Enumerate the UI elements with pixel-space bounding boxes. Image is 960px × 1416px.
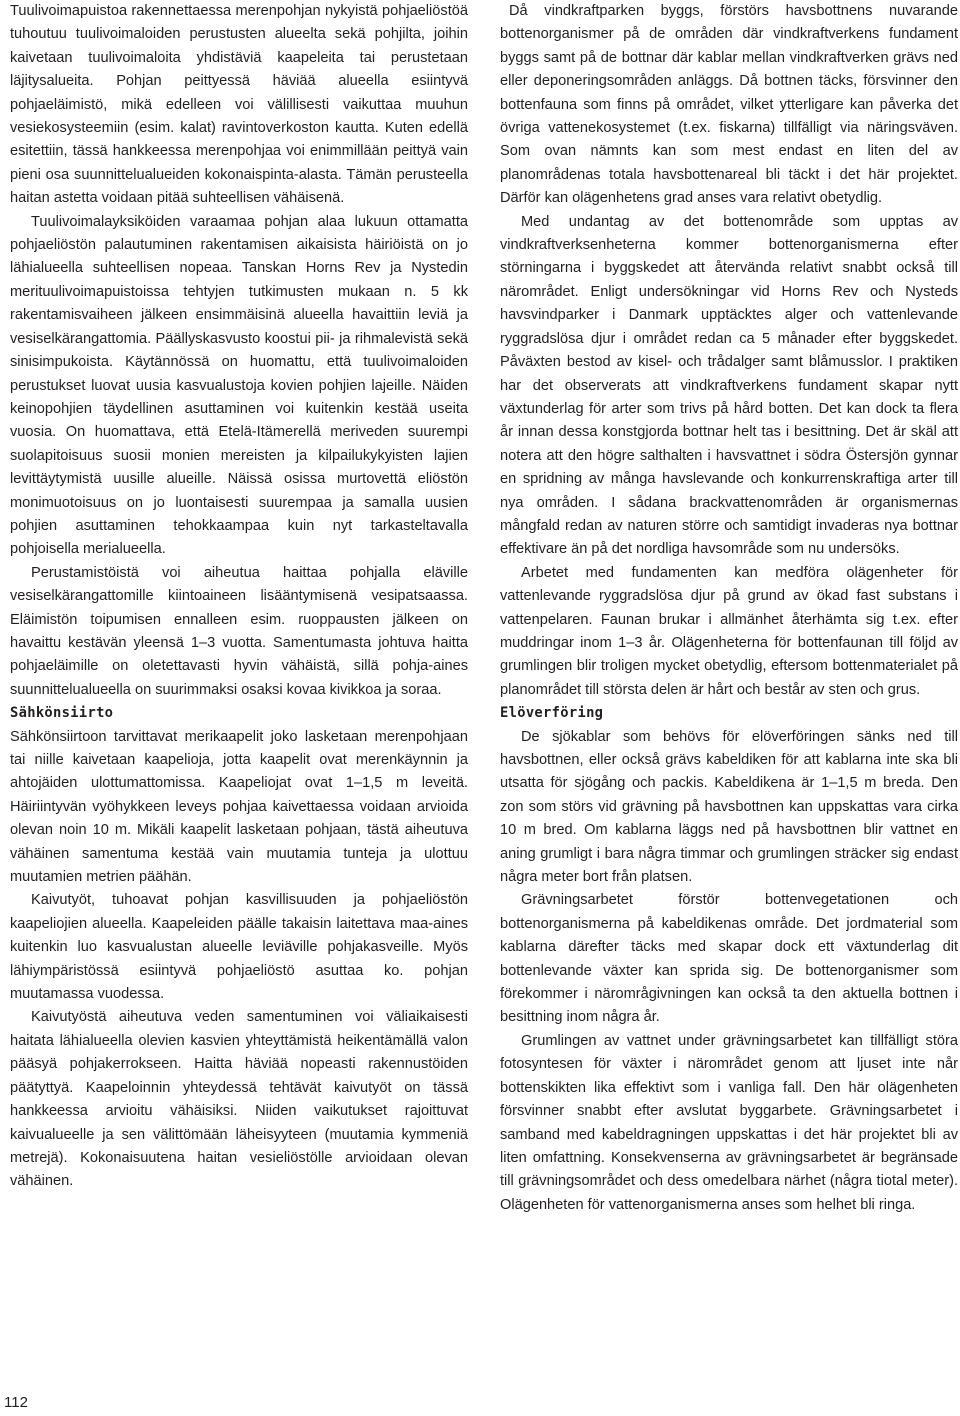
fi-paragraph-6: Kaivutyöstä aiheutuva veden samentuminen voi väliaikaisesti haitata lähialueella olevien kasvien yhteyttämistä heikentämällä valon pääsyä pohjakerrokseen. Haitta häviää nopeasti rakennustöiden päätyttyä. Kaapeloinnin yhteydessä tehtävät kaivutyöt on tässä hankkeessa arvioitu vähäisiksi. Niiden vaikutukset rajoittuvat kaivualueelle ja sen välittömään läheisyyteen (muutamia kymmeniä metrejä). Kokonaisuutena haitan vesieliöstölle arvioidaan olevan vähäinen.	[10, 1009, 468, 1190]
sv-paragraph-6: Grumlingen av vattnet under grävningsarbetet kan tillfälligt störa fotosyntesen för växter i närområdet genom att ljuset inte når bottenskikten lika effektivt som i vanliga fall. Den här olägenheten försvinner snabbt efter avslutat byggarbete. Grävningsarbetet i samband med kabeldragningen uppskattas i det här projektet bli av liten omfattning. Konsekvenserna av grävningsarbetet är begränsade till grävningsområdet och dess omedelbara närhet (några tiotal meter). Olägenheten för vattenorganismerna anses som helhet bli ringa.	[500, 1032, 958, 1213]
fi-paragraph-3: Perustamistöistä voi aiheutua haittaa pohjalla eläville vesiselkärangattomille kiintoaineen lisääntymisenä vesipatsaassa. Eläimistön toipumisen ennalleen esim. ruoppausten jälkeen on havaittu kestävän yleensä 1–3 vuotta. Samentumasta johtuva haitta pohjaeläimille on oletettavasti hyvin vähäistä, sillä pohja-aines suunnittelualueella on suurimmaksi osaksi kovaa kivikkoa ja soraa.	[10, 564, 468, 698]
fi-paragraph-4: Sähkönsiirtoon tarvittavat merikaapelit joko lasketaan merenpohjaan tai niille kaivetaan kaapelioja, jotta kaapelit ovat merenkäynnin ja ahtojäiden ulottumattomissa. Kaapeliojat ovat 1–1,5 m leveitä. Häiriintyvän vyöhykkeen leveys pohjaa kaivettaessa voidaan arvioida olevan noin 10 m. Mikäli kaapelit lasketaan pohjaan, tästä aiheutuva vähäinen samentuma kestää vain muutamia tunteja ja ulottuu muutamien metrien päähän.	[10, 728, 468, 886]
sv-paragraph-4: De sjökablar som behövs för elöverföringen sänks ned till havsbottnen, eller också grävs kabeldiken för att kablarna inte ska bli utsatta för sjögång och packis. Kabeldikena är 1–1,5 m breda. Den zon som störs vid grävning på havsbottnen kan uppskattas vara cirka 10 m bred. Om kablarna läggs ned på havsbottnen blir vattnet en aning grumligt i bara några timmar och grumlingen sträcker sig endast några meter bort från platsen.	[500, 728, 958, 886]
fi-paragraph-5: Kaivutyöt, tuhoavat pohjan kasvillisuuden ja pohjaeliöstön kaapeliojien alueella. Kaapeleiden päälle takaisin laitettava maa-aines kuitenkin luo kasvualustan alueelle leviäville pohjakasveille. Myös lähiympäristössä esiintyvä pohjaeliöstö asuttaa ko. pohjan muutamassa vuodessa.	[10, 892, 468, 1003]
finnish-column	[10, 0, 468, 1194]
fi-paragraph-2: Tuulivoimalayksiköiden varaamaa pohjan alaa lukuun ottamatta pohjaeliöstön palautuminen rakentamisen aikaisista häiriöistä on jo lähialueella suhteellisen nopeaa. Tanskan Horns Rev ja Nystedin merituulivoimapuistoissa tehtyjen tutkimusten mukaan n. 5 kk rakentamisvaiheen jälkeen ensimmäisinä alueella havaittiin leviä ja vesiselkärangattomia. Päällyskasvusto koostui pii- ja rihmalevistä sekä sinisimpukoista. Käytännössä on huomattu, että tuulivoimaloiden perustukset luovat uusia kasvualustoja kovien pohjien lajeille. Näiden keinopohjien täydellinen asuttaminen voi kuitenkin kestää useita vuosia. On huomattava, että Etelä-Itämerellä meriveden suurempi suolapitoisuus suosii monien mereisten ja kilpailukykyisten lajien levittäytymistä uusille alueille. Näissä osissa murtovettä eliöstön monimuotoisuus on jo luontaisesti suurempaa ja samalla uusien pohjien asuttaminen tehokkaampaa kuin nyt tarkasteltavalla pohjoisella merialueella.	[10, 213, 468, 558]
sv-paragraph-2: Med undantag av det bottenområde som upptas av vindkraftverksenheterna kommer bottenorganismerna efter störningarna i byggskedet att återvända relativt snabbt också till närområdet. Enligt undersökningar vid Horns Rev och Nysteds havsvindparker i Danmark upptäcktes alger och vattenlevande ryggradslösa djur i området redan ca 5 månader efter byggskedet. Påväxten bestod av kisel- och trådalger samt blåmusslor. I praktiken har det observerats att vindkraftverkens fundament skapar nytt växtunderlag för arter som trivs på hård botten. Det kan dock ta flera år innan dessa konstgjorda bottnar helt tas i besittning. Det är skäl att notera att den högre salthalten i havsvattnet i södra Östersjön gynnar en spridning av många havslevande och konkurrenskraftiga arter till nya områden. I sådana brackvattenområden är organismernas mångfald redan av naturen större och samtidigt invaderas nya bottnar effektivare än på det nordliga havsområde som nu undersöks.	[500, 213, 958, 558]
sv-paragraph-1: Då vindkraftparken byggs, förstörs havsbottnens nuvarande bottenorganismer på de områden där vindkraftverkens fundament byggs samt på de bottnar där kablar mellan vindkraftverken grävs ned eller deponeringsområden anläggs. Då bottnen täcks, försvinner den bottenfauna som finns på området, vilket ytterligare kan påverka det övriga vattenekosystemet (t.ex. fiskarna) tillfälligt via näringsväven. Som ovan nämnts kan som mest endast en liten del av planområdenas totala havsbottenareal bli täckt i det här projektet. Därför kan olägenhetens grad anses vara relativt obetydlig.	[500, 3, 958, 207]
sv-paragraph-5: Grävningsarbetet förstör bottenvegetationen och bottenorganismerna på kabeldikenas område. Det jordmaterial som kablarna därefter täcks med skapar dock ett växtunderlag dit bottenlevande växter kan sprida sig. De bottenorganismer som förekommer i närområgivningen kan också ta den aktuella bottnen i besittning inom några år.	[500, 892, 958, 1026]
swedish-column	[500, 0, 958, 1217]
fi-paragraph-1: Tuulivoimapuistoa rakennettaessa merenpohjan nykyistä pohjaeliöstöä tuhoutuu tuulivoimaloiden perustusten alueelta sekä pohjilta, joihin kaivetaan tuulivoimaloita yhdistäviä kaapeleita tai perustetaan läjitysalueita. Pohjan peittyessä häviää alueella esiintyvä pohjaeläimistö, mikä edelleen voi välillisesti vaikuttaa muuhun vesiekosysteemiin (esim. kalat) ravintoverkoston kautta. Kuten edellä esitettiin, tässä hankkeessa merenpohjaa voi enimmillään peittyä vain pieni osa suunnittelualueiden kokonaispinta-alasta. Tämän perusteella haitan astetta voidaan pitää suhteellisen vähäisenä.	[10, 3, 468, 207]
fi-section-heading: Sähkönsiirto	[10, 705, 114, 722]
sv-section-heading: Elöverföring	[500, 705, 604, 722]
page-number: 112	[4, 1394, 28, 1411]
sv-paragraph-3: Arbetet med fundamenten kan medföra olägenheter för vattenlevande ryggradslösa djur på grund av ökad fast substans i vattenpelaren. Faunan brukar i allmänhet återhämta sig t.ex. efter muddringar inom 1–3 år. Olägenheterna för bottenfaunan till följd av grumlingen blir troligen mycket obetydlig, eftersom bottenmaterialet på planområdet till största delen är hårt och består av sten och grus.	[500, 564, 958, 698]
